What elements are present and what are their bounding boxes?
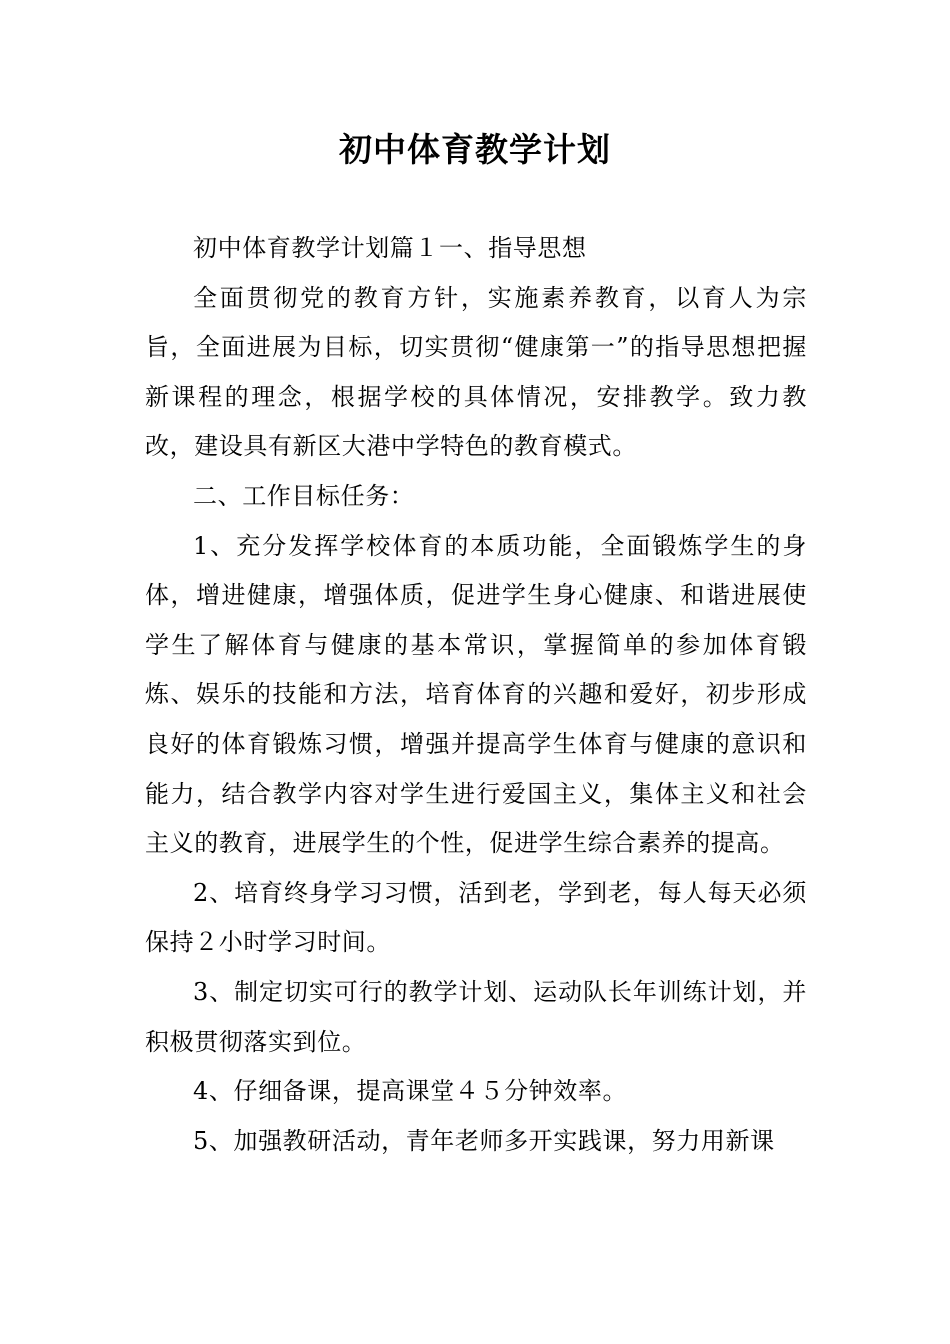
paragraph-item-3: 3、制定切实可行的教学计划、运动队长年训练计划，并积极贯彻落实到位。: [145, 977, 807, 1056]
document-title: 初中体育教学计划: [339, 130, 611, 169]
paragraph-item-2: 2、培育终身学习习惯，活到老，学到老，每人每天必须保持２小时学习时间。: [145, 878, 807, 957]
paragraph-section-heading-1: 初中体育教学计划篇１一、指导思想: [193, 234, 587, 262]
paragraph-guiding-ideology: 全面贯彻党的教育方针，实施素养教育，以育人为宗旨，全面进展为目标，切实贯彻“健康第一”的指导思想把握新课程的理念，根据学校的具体情况，安排教学。致力教改，建设具有新区大港中学特色的教育模式。: [145, 283, 807, 461]
paragraph-section-heading-2: 二、工作目标任务：: [193, 481, 415, 510]
paragraph-item-1: 1、充分发挥学校体育的本质功能，全面锻炼学生的身体，增进健康，增强体质，促进学生身心健康、和谐进展使学生了解体育与健康的基本常识，掌握简单的参加体育锻炼、娱乐的技能和方法，培育体育的兴趣和爱好，初步形成良好的体育锻炼习惯，增强并提高学生体育与健康的意识和能力，结合教学内容对学生进行爱国主义，集体主义和社会主义的教育，进展学生的个性，促进学生综合素养的提高。: [145, 531, 807, 858]
paragraph-item-5: 5、加强教研活动，青年老师多开实践课，努力用新课: [193, 1126, 775, 1155]
paragraph-item-4: 4、仔细备课，提高课堂４５分钟效率。: [193, 1077, 628, 1106]
document-body: [145, 224, 807, 1166]
